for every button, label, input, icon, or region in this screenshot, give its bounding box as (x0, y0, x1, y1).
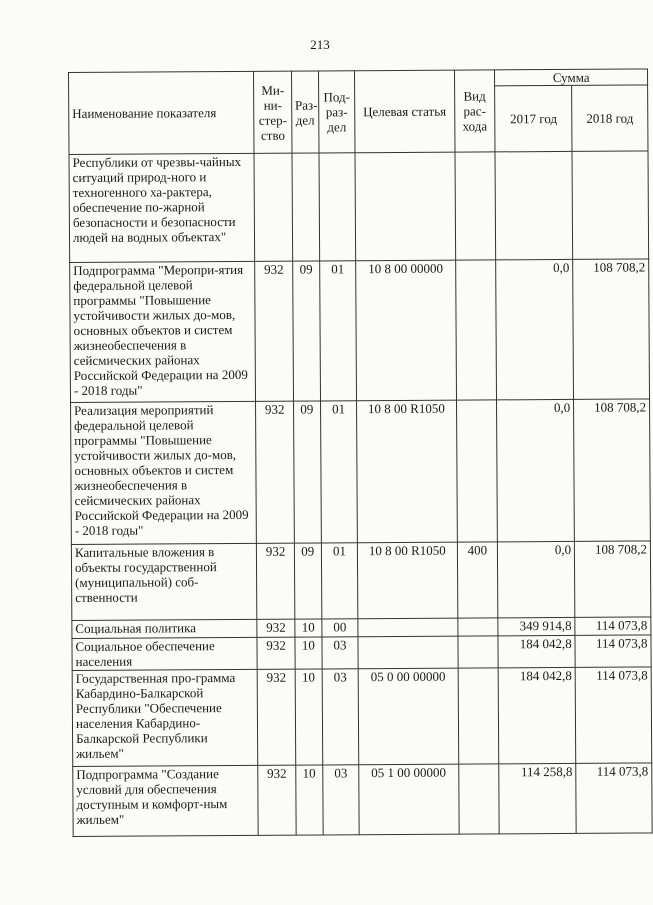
row-expense (455, 152, 496, 260)
row-expense (458, 636, 499, 668)
row-ministry: 932 (257, 619, 294, 637)
row-sum-2017: 114 258,8 (499, 763, 576, 833)
header-target: Целевая статья (355, 70, 455, 153)
header-2017: 2017 год (495, 85, 572, 151)
row-section: 10 (295, 669, 323, 765)
row-ministry (254, 153, 292, 261)
row-sum-2018: 114 073,8 (575, 617, 651, 635)
table-row (69, 151, 649, 263)
row-sum-2017: 0,0 (496, 259, 574, 399)
row-section: 09 (294, 543, 322, 619)
row-name: Социальная политика (72, 619, 258, 638)
row-section: 10 (295, 619, 322, 637)
page-number: 213 (310, 37, 330, 52)
row-subsection: 03 (323, 765, 360, 835)
row-expense (455, 260, 497, 400)
row-expense (458, 668, 499, 764)
row-section: 10 (296, 765, 324, 835)
row-name: Реализация мероприятий федеральной целевой программы "Повышение устойчивости жилых до-мов, основных объектов и систем жизнеобеспечения в сейсмических районах Российской Федерации на 2009 - 2018 годы" (71, 401, 257, 544)
row-ministry: 932 (257, 637, 295, 669)
budget-table (68, 68, 653, 837)
table-row (73, 763, 652, 837)
row-sum-2017: 349 914,8 (498, 617, 575, 635)
row-section (292, 153, 320, 261)
table-body (69, 151, 652, 837)
row-subsection: 00 (322, 619, 358, 637)
row-sum-2017 (495, 151, 573, 259)
row-subsection: 03 (322, 637, 358, 669)
row-sum-2017: 184 042,8 (498, 667, 575, 763)
row-sum-2018: 108 708,2 (575, 541, 651, 617)
row-name: Подпрограмма "Создание условий для обеспечения доступным и комфорт-ным жильем" (73, 765, 259, 836)
row-sum-2018: 108 708,2 (574, 399, 651, 541)
row-expense (458, 764, 499, 834)
row-section: 10 (295, 637, 322, 669)
row-target: 10 8 00 00000 (356, 260, 456, 401)
row-sum-2018: 108 708,2 (573, 259, 650, 399)
header-subsection: Под-раз-дел (318, 71, 355, 153)
row-sum-2018: 114 073,8 (576, 763, 652, 833)
row-target: 10 8 00 R1050 (357, 542, 457, 619)
row-ministry: 932 (255, 261, 293, 401)
header-ministry: Ми-ни-стер-ство (254, 71, 292, 153)
row-name: Государственная про-грамма Кабардино-Балкарской Республики "Обеспечение населения Кабардино-Балкарской Республики жильем" (72, 669, 258, 766)
row-sum-2018: 114 073,8 (575, 635, 651, 667)
row-subsection (319, 153, 356, 261)
header-name: Наименование показателя (69, 71, 255, 154)
row-subsection: 03 (322, 669, 359, 765)
row-target (358, 618, 458, 637)
row-expense (456, 400, 498, 542)
table-row (71, 541, 650, 621)
header-sum: Сумма (495, 69, 648, 86)
row-section: 09 (292, 261, 320, 401)
row-sum-2018: 114 073,8 (575, 667, 651, 763)
table-row (72, 667, 652, 767)
row-name: Республики от чрезвы-чайных ситуаций природ-ного и техногенного ха-рактера, обеспечение по-жарной безопасности и безопасности людей на водных объектах" (69, 153, 255, 262)
row-name: Подпрограмма "Меропри-ятия федеральной целевой программы "Повышение устойчивости жилых до-мов, основных объектов и систем жизнеобеспечения в сейсмических районах Российской Федерации на 2009 - 2018 годы" (70, 261, 256, 402)
row-name: Капитальные вложения в объекты государственной (муниципальной) соб-ственности (71, 543, 257, 620)
row-target: 10 8 00 R1050 (357, 400, 457, 543)
row-expense (457, 618, 498, 636)
row-ministry: 932 (257, 543, 295, 619)
row-sum-2017: 0,0 (497, 399, 575, 541)
row-target (358, 636, 458, 669)
row-target: 05 1 00 00000 (359, 764, 459, 835)
row-ministry: 932 (258, 669, 296, 765)
table-row (71, 399, 651, 545)
row-sum-2017: 0,0 (498, 541, 575, 617)
row-name: Социальное обеспечение населения (72, 637, 258, 670)
row-target: 05 0 00 00000 (358, 668, 458, 765)
table-row (70, 259, 650, 403)
row-subsection: 01 (320, 261, 357, 401)
row-ministry: 932 (258, 765, 296, 835)
header-expense: Вид рас-хода (454, 70, 495, 152)
row-target (355, 152, 455, 261)
row-subsection: 01 (320, 401, 357, 543)
header-2018: 2018 год (572, 85, 648, 151)
row-expense: 400 (457, 542, 498, 618)
header-section: Раз-дел (291, 71, 319, 153)
row-sum-2018 (572, 151, 648, 259)
table-header (69, 69, 648, 155)
row-subsection: 01 (321, 543, 358, 619)
table-row (72, 635, 651, 671)
row-sum-2017: 184 042,8 (498, 635, 575, 667)
row-section: 09 (293, 401, 321, 543)
row-ministry: 932 (256, 401, 294, 543)
